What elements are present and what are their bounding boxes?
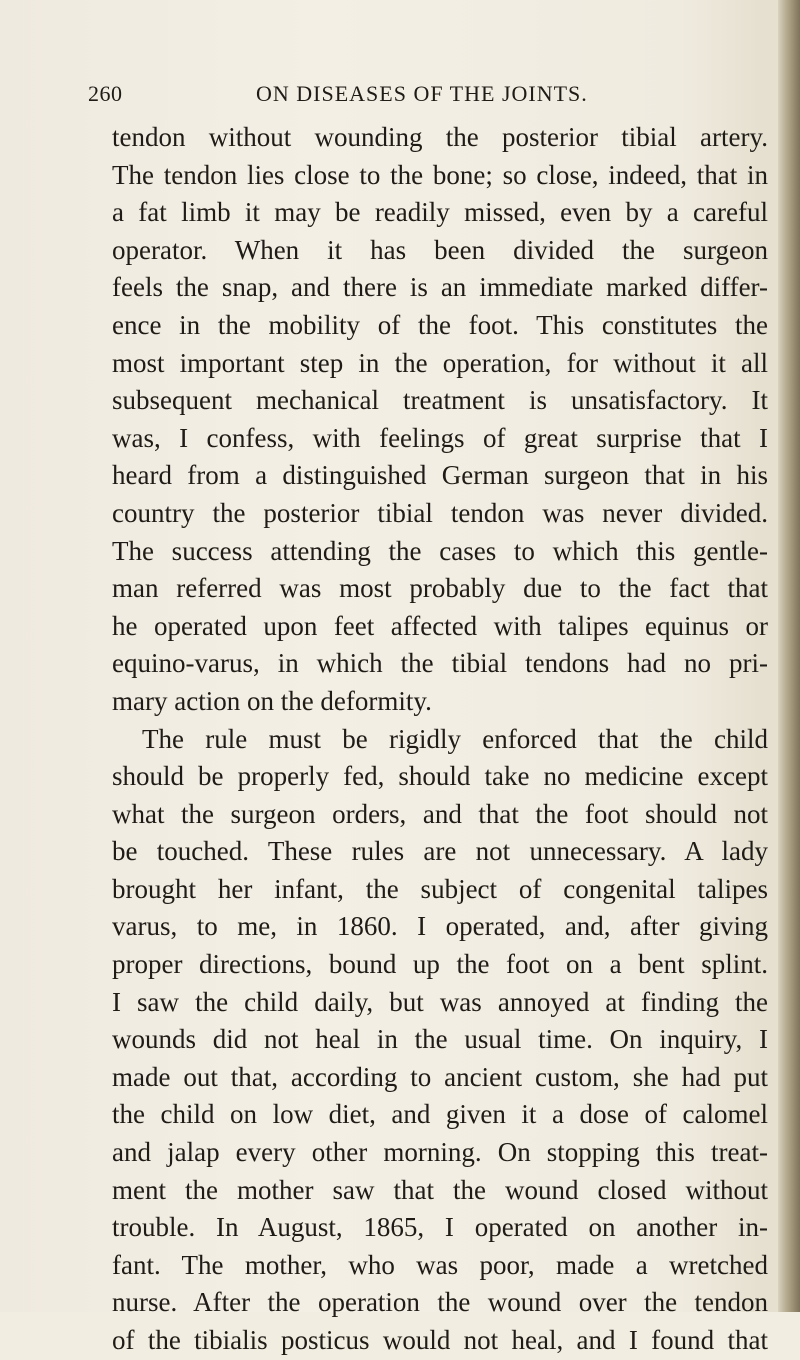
text-line: The tendon lies close to the bone; so close, indeed, that in — [112, 159, 768, 190]
text-line: nurse. After the operation the wound over the tendon — [112, 1287, 768, 1318]
page-number: 260 — [88, 81, 123, 106]
text-line: made out that, according to ancient custom, she had put — [112, 1061, 768, 1092]
text-line: the child on low diet, and given it a dose of calomel — [112, 1099, 768, 1130]
text-line: tendon without wounding the posterior tibial artery. — [112, 122, 768, 152]
text-line: equino-varus, in which the tibial tendons had no pri- — [112, 648, 768, 679]
text-line: fant. The mother, who was poor, made a wretched — [112, 1249, 768, 1280]
text-line: country the posterior tibial tendon was never divided. — [112, 497, 768, 528]
text-line: heard from a distinguished German surgeon that in his — [112, 460, 768, 491]
text-line: trouble. In August, 1865, I operated on another in- — [112, 1212, 768, 1243]
text-line: brought her infant, the subject of congenital talipes — [112, 873, 768, 904]
text-line: wounds did not heal in the usual time. On inquiry, I — [112, 1024, 768, 1055]
text-line: and jalap every other morning. On stopping this treat- — [112, 1137, 768, 1168]
running-head — [88, 81, 768, 111]
text-line: man referred was most probably due to the fact that — [112, 573, 768, 604]
text-line: be touched. These rules are not unnecessary. A lady — [112, 836, 768, 867]
text-line: The success attending the cases to which this gentle- — [112, 535, 768, 566]
paragraph-end-line: mary action on the deformity. — [112, 685, 432, 716]
text-line: feels the snap, and there is an immediate marked differ- — [112, 272, 768, 303]
running-title: ON DISEASES OF THE JOINTS. — [256, 81, 588, 106]
text-line: I saw the child daily, but was annoyed at finding the — [112, 986, 768, 1017]
text-line: most important step in the operation, for without it all — [112, 347, 768, 378]
text-line: of the tibialis posticus would not heal, and I found that — [112, 1325, 768, 1355]
paragraph-start-line: The rule must be rigidly enforced that the child — [142, 723, 768, 754]
text-line: he operated upon feet affected with talipes equinus or — [112, 610, 768, 641]
text-line: proper directions, bound up the foot on a bent splint. — [112, 949, 768, 980]
text-line: a fat limb it may be readily missed, even by a careful — [112, 197, 768, 228]
text-line: operator. When it has been divided the surgeon — [112, 234, 768, 265]
text-line: ment the mother saw that the wound closed without — [112, 1174, 768, 1205]
text-line: subsequent mechanical treatment is unsatisfactory. It — [112, 385, 768, 416]
text-line: what the surgeon orders, and that the foot should not — [112, 798, 768, 829]
text-line: ence in the mobility of the foot. This constitutes the — [112, 309, 768, 340]
page-edge-shadow — [778, 0, 800, 1312]
text-line: should be properly fed, should take no medicine except — [112, 761, 768, 792]
text-line: varus, to me, in 1860. I operated, and, after giving — [112, 911, 768, 942]
body-text — [112, 119, 768, 1360]
text-line: was, I confess, with feelings of great surprise that I — [112, 422, 768, 453]
